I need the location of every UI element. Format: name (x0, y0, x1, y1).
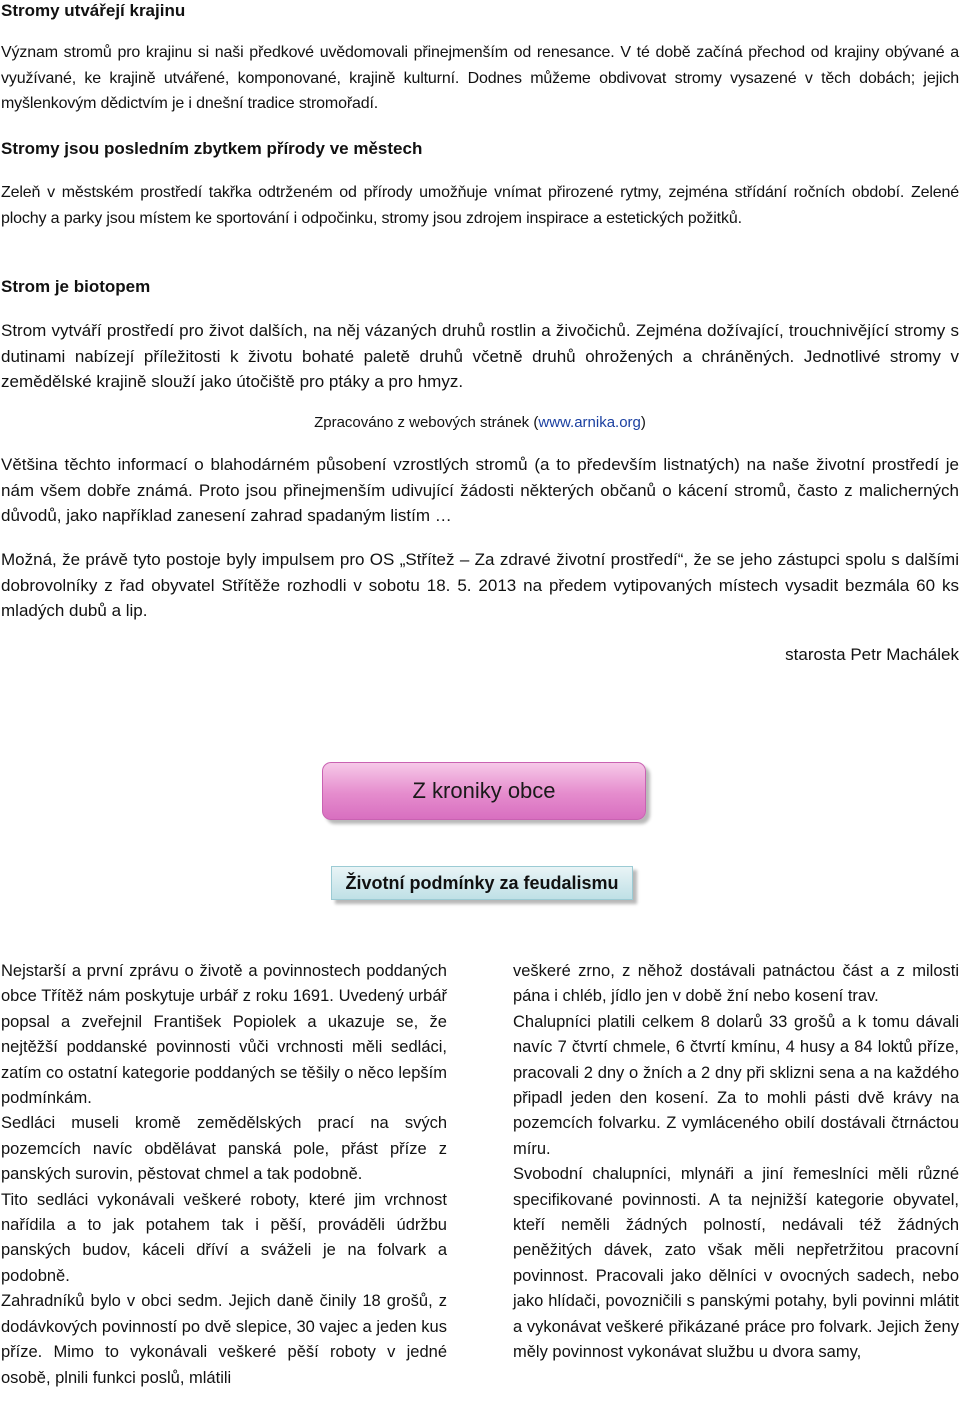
banner-chronicle (322, 762, 646, 820)
section-heading-city: Stromy jsou posledním zbytkem přírody ve městech (1, 139, 423, 158)
banner-chronicle-label: Z kroniky obce (412, 778, 556, 803)
section-heading-landscape: Stromy utvářejí krajinu (1, 1, 186, 20)
source-link[interactable]: www.arnika.org (538, 414, 641, 431)
left-paragraph: Nejstarší a první zprávu o životě a povinnostech poddaných obce Třítěž nám poskytuje urbář z roku 1691. Uvedený urbář popsal a zveřejnil František Popiolek a ukazuje se, že nejtěžší poddanské povinnosti vůči vrchnosti měli sedláci, zatím co ostatní kategorie poddaných se těšily o něco lepším podmínkám. (1, 962, 447, 1108)
source-suffix: ) (640, 414, 646, 431)
left-column (1, 959, 447, 1391)
banner-feudalism-label: Životní podmínky za feudalismu (345, 872, 619, 893)
source-prefix: Zpracováno z webových stránek ( (314, 414, 539, 431)
banner-feudalism (331, 866, 633, 900)
section-text-city: Zeleň v městském prostředí takřka odtrženém od přírody umožňuje vnímat přirozené rytmy, zejména střídání ročních období. Zelené plochy a parky jsou místem ke sportování i odpočinku, stromy jsou zdrojem inspirace a estetických požitků. (1, 184, 959, 227)
right-paragraph: Chalupníci platili celkem 8 dolarů 33 grošů a k tomu dávali navíc 7 čtvrtí chmele, 6 čtvrtí kmínu, 4 husy a 84 loktů příze, pracovali 2 dny o žních a 2 dny při sklizni sena a na každého připadl jeden den kosení. Za to mohli pásti dvě krávy na pozemcích folvarku. Z vymláceného obilí dostávali čtrnáctou míru. (513, 1012, 959, 1158)
section-heading-biotope: Strom je biotopem (1, 277, 151, 296)
paragraph-action: Možná, že právě tyto postoje byly impulsem pro OS „Střítež – Za zdravé životní prostředí“, že se jeho zástupci spolu s dalšími dobrovolníky z řad obyvatel Střítěže rozhodli v sobotu 18. 5. 2013 na předem vytipovaných místech vysadit bezmála 60 ks mladých dubů a lip. (1, 550, 959, 620)
left-paragraph: Tito sedláci vykonávali veškeré roboty, které jim vrchnost nařídila a to jak potahem tak i pěší, prováděli údržbu panských budov, káceli dříví a sváželi je na folvark a podobně. (1, 1190, 447, 1285)
paragraph-info: Většina těchto informací o blahodárném působení vzrostlých stromů (a to především listnatých) na naše životní prostředí je nám všem dobře známá. Proto jsou přinejmenším udivující žádosti některých občanů o kácení stromů, často z malicherných důvodů, jako například zanesení zahrad spadaným listím … (1, 455, 959, 525)
right-paragraph: Svobodní chalupníci, mlynáři a jiní řemeslníci měli různé specifikované povinnosti. A ta nejnižší kategorie obyvatel, kteří neměli žádných polností, nedávali též žádných peněžitých dávek, zato však měli nepřetržitou pracovní povinnost. Pracovali jako dělníci v ovocných sadech, nebo jako hlídači, povozničili s panskými potahy, byli povinni mlátit a vykonávat veškeré přikázané práce pro folvark. Jejich ženy měly povinnost vykonávat službu u dvora samy, (513, 1165, 959, 1362)
right-paragraph: veškeré zrno, z něhož dostávali patnáctou část a z milosti pána i chléb, jídlo jen v době žní nebo kosení trav. (513, 962, 959, 1006)
signature: starosta Petr Machálek (785, 645, 959, 664)
section-text-biotope: Strom vytváří prostředí pro život dalších, na něj vázaných druhů rostlin a živočichů. Zejména dožívající, trouchnivějící stromy s dutinami nabízejí příležitosti k životu bohaté paletě druhů včetně druhů ohrožených a chráněných. Jednotlivé stromy v zemědělské krajině slouží jako útočiště pro ptáky a pro hmyz. (1, 321, 959, 391)
left-paragraph: Zahradníků bylo v obci sedm. Jejich daně činily 18 grošů, z dodávkových povinností po dvě slepice, 30 vajec a jeden kus příze. Mimo to vykonávali veškeré pěší roboty v jedné osobě, plnili funkci poslů, mlátili (1, 1292, 447, 1387)
source-note (0, 412, 960, 434)
section-text-landscape: Význam stromů pro krajinu si naši předkové uvědomovali přinejmenším od renesance. V té době začíná přechod od krajiny obývané a využívané, ke krajině utvářené, komponované, krajině kulturní. Dodnes můžeme obdivovat stromy vysazené v těch dobách; jejich myšlenkovým dědictvím je i dnešní tradice stromořadí. (1, 44, 959, 112)
right-column (513, 959, 959, 1366)
left-paragraph: Sedláci museli kromě zemědělských prací na svých pozemcích navíc obdělávat panská pole, přást příze z panských surovin, pěstovat chmel a tak podobně. (1, 1114, 447, 1184)
